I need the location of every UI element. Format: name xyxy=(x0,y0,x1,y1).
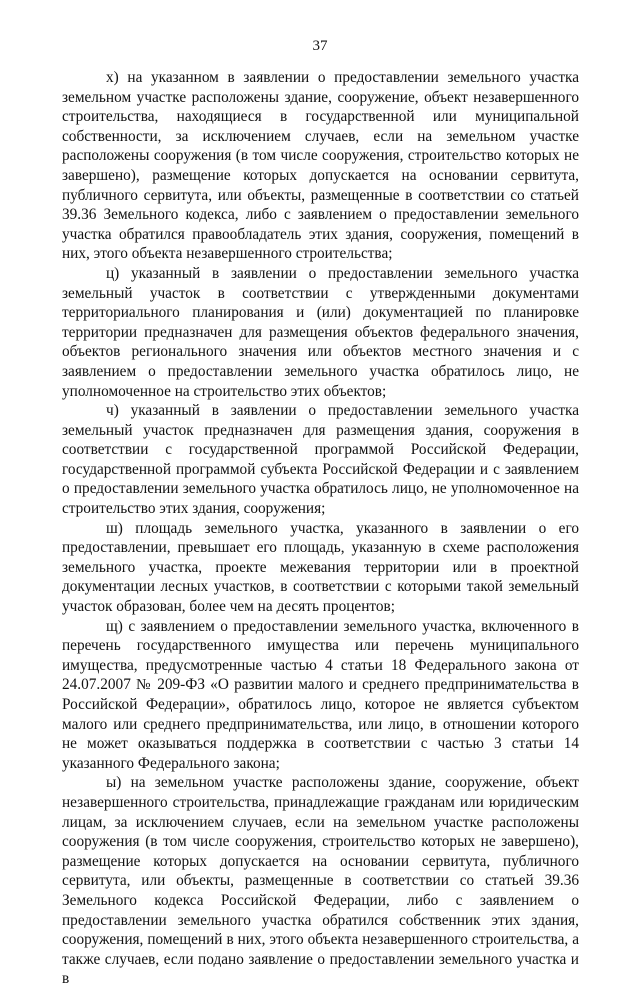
paragraph-shch: щ) с заявлением о предоставлении земельного участка, включенного в перечень государственного имущества или перечень муниципального имущества, предусмотренные частью 4 статьи 18 Федерального закона от 24.07.2007 № 209-ФЗ «О развитии малого и среднего предпринимательства в Российской Федерации», обратилось лицо, которое не является субъектом малого или среднего предпринимательства, или лицо, в отношении которого не может оказываться поддержка в соответствии с частью 3 статьи 14 указанного Федерального закона; xyxy=(62,617,579,772)
paragraph-y: ы) на земельном участке расположены здание, сооружение, объект незавершенного строительства, принадлежащие гражданам или юридическим лицам, за исключением случаев, если на земельном участке расположены сооружения (в том числе сооружения, строительство которых не завершено), размещение которых допускается на основании сервитута, публичного сервитута, или объекты, размещенные в соответствии со статьей 39.36 Земельного кодекса Российской Федерации, либо с заявлением о предоставлении земельного участка обратился собственник этих здания, сооружения, помещений в них, этого объекта незавершенного строительства, а также случаев, если подано заявление о предоставлении земельного участка и в xyxy=(62,774,579,988)
page-number: 37 xyxy=(312,38,328,54)
paragraph-kh: х) на указанном в заявлении о предоставлении земельного участка земельном участке расположены здание, сооружение, объект незавершенного строительства, находящиеся в государственной или муниципальной собственности, за исключением случаев, если на земельном участке расположены сооружения (в том числе сооружения, строительство которых не завершено), размещение которых допускается на основании сервитута, публичного сервитута, или объекты, размещенные в соответствии со статьей 39.36 Земельного кодекса, либо с заявлением о предоставлении земельного участка обратился правообладатель этих здания, сооружения, помещений в них, этого объекта незавершенного строительства; xyxy=(62,69,579,263)
paragraph-ts: ц) указанный в заявлении о предоставлении земельного участка земельный участок в соответствии с утвержденными документами территориального планирования и (или) документацией по планировке территории предназначен для размещения объектов федерального значения, объектов регионального значения или объектов местного значения и с заявлением о предоставлении земельного участка обратилось лицо, не уполномоченное на строительство этих объектов; xyxy=(62,264,579,400)
paragraph-ch: ч) указанный в заявлении о предоставлении земельного участка земельный участок предназначен для размещения здания, сооружения в соответствии с государственной программой Российской Федерации, государственной программой субъекта Российской Федерации и с заявлением о предоставлении земельного участка обратилось лицо, не уполномоченное на строительство этих здания, сооружения; xyxy=(62,402,579,518)
paragraph-sh: ш) площадь земельного участка, указанного в заявлении о его предоставлении, превышает его площадь, указанную в схеме расположения земельного участка, проекте межевания территории или в проектной документации лесных участков, в соответствии с которыми такой земельный участок образован, более чем на десять процентов; xyxy=(62,519,579,616)
document-body xyxy=(62,68,579,989)
